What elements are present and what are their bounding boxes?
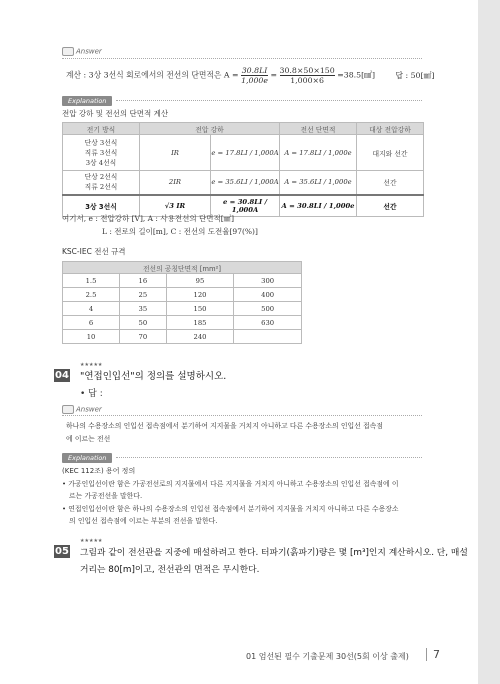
question-number: 05 xyxy=(55,546,69,557)
answer-tag: Answer xyxy=(62,47,102,56)
ksc-cell: 120 xyxy=(166,288,234,302)
header-drop: 전압 강하 xyxy=(140,123,280,135)
table-cell: e = 30.8LI / 1,000A xyxy=(211,195,280,217)
pencil-icon xyxy=(62,47,74,56)
note-line-2: L : 전로의 길이[m], C : 전선의 도전율[97(%)] xyxy=(102,227,258,236)
table-cell: 선간 xyxy=(357,195,424,217)
right-margin-strip xyxy=(478,0,500,684)
table-cell: A = 17.8LI / 1,000e xyxy=(280,135,357,171)
ksc-cell: 630 xyxy=(234,316,302,330)
ksc-title: KSC-IEC 전선 규격 xyxy=(62,247,126,256)
note-line-1: 여기서, e : 전압강하 [V], A : 사용전선의 단면적[㎟] xyxy=(62,214,235,223)
divider xyxy=(116,457,422,458)
calc-result: =38.5[㎟] xyxy=(337,70,375,80)
answer-text-line-1: 하나의 수용장소의 인입선 접속점에서 분기하여 지지물을 거치지 아니하고 다른 수용장소의 인입선 접속점 xyxy=(66,422,383,430)
ksc-cell: 95 xyxy=(166,274,234,288)
question-text-line-2: 거리는 80[m]이고, 전선관의 면적은 무시한다. xyxy=(80,565,260,575)
pencil-icon xyxy=(62,405,74,414)
divider xyxy=(62,415,422,416)
table-cell: 선간 xyxy=(357,171,424,195)
ksc-cell: 6 xyxy=(63,316,120,330)
ksc-cell: 2.5 xyxy=(63,288,120,302)
table-cell: 2IR xyxy=(140,171,211,195)
ksc-cell: 400 xyxy=(234,288,302,302)
fraction-1: $\frac{30.8LI}{1,000e}$ xyxy=(241,66,268,85)
difficulty-stars: ★★★★★ xyxy=(80,362,103,368)
ksc-cell: 16 xyxy=(120,274,167,288)
header-method: 전기 방식 xyxy=(63,123,140,135)
difficulty-stars: ★★★★★ xyxy=(80,538,103,544)
table-cell: 단상 3선식 직류 3선식 3상 4선식 xyxy=(63,135,140,171)
ksc-cell: 185 xyxy=(166,316,234,330)
bullet-2-line-1: • 연접인입선이란 함은 하나의 수용장소의 인입선 접속점에서 분기하여 지지물을 거치지 아니하고 다른 수용장소 xyxy=(62,505,399,513)
bullet-2-line-2: 의 인입선 접속점에 이르는 부분의 전선을 말한다. xyxy=(69,517,218,525)
ksc-cell: 50 xyxy=(120,316,167,330)
divider xyxy=(62,58,422,59)
table-cell: 3상 3선식 xyxy=(63,195,140,217)
ksc-cell: 240 xyxy=(166,330,234,344)
ksc-cell: 4 xyxy=(63,302,120,316)
ksc-header: 전선의 공칭단면적 [mm²] xyxy=(63,262,302,274)
table-cell: √3 IR xyxy=(140,195,211,217)
table-cell: A = 35.6LI / 1,000e xyxy=(280,171,357,195)
answer-prompt: • 답 : xyxy=(80,389,103,399)
table-cell: 대지와 선간 xyxy=(357,135,424,171)
bullet-1-line-1: • 가공인입선이란 함은 가공전선로의 지지물에서 다른 지지물을 거치지 아니하고 수용장소의 인입선 접속점에 이 xyxy=(62,480,399,488)
ksc-cell: 70 xyxy=(120,330,167,344)
header-area: 전선 단면적 xyxy=(280,123,357,135)
ksc-cell: 150 xyxy=(166,302,234,316)
explanation-title: (KEC 112조) 용어 정의 xyxy=(62,467,136,475)
ksc-cell: 500 xyxy=(234,302,302,316)
question-text-line-1: 그림과 같이 전선관을 지중에 매설하려고 한다. 터파기(흙파기)량은 몇 [m³]인지 계산하시오. 단, 매설 xyxy=(80,548,468,558)
page-number: 7 xyxy=(426,648,440,661)
final-answer: 답 : 50[㎟] xyxy=(395,70,435,80)
question-number: 04 xyxy=(55,370,69,381)
bullet-1-line-2: 르는 가공전선을 말한다. xyxy=(69,492,143,500)
table-cell: e = 17.8LI / 1,000A xyxy=(211,135,280,171)
answer-text-line-2: 에 이르는 전선 xyxy=(66,435,111,443)
table-cell: 단상 2선식 직류 2선식 xyxy=(63,171,140,195)
table-cell: e = 35.6LI / 1,000A xyxy=(211,171,280,195)
ksc-cell: 25 xyxy=(120,288,167,302)
ksc-wire-table xyxy=(62,261,302,344)
explanation-tag: Explanation xyxy=(62,453,112,463)
question-text: "연접인입선"의 정의를 설명하시오. xyxy=(80,371,227,382)
calc-line: 계산 : 3상 3선식 회로에서의 전선의 단면적은 A = $\frac{30.8LI}{1,000e}$ = $\frac{30.8\times 50\times 150}{1,000\times 6}$ =38.5[㎟] 답 : 50[㎟] xyxy=(66,66,435,85)
explanation-tag: Explanation xyxy=(62,96,112,106)
footer-chapter: 01 엄선된 필수 기출문제 30선(5회 이상 출제) xyxy=(246,652,409,661)
divider xyxy=(116,100,422,101)
ksc-cell: 35 xyxy=(120,302,167,316)
table-title: 전압 강하 및 전선의 단면적 계산 xyxy=(62,109,169,118)
answer-tag: Answer xyxy=(62,405,102,414)
table-cell: A = 30.8LI / 1,000e xyxy=(280,195,357,217)
fraction-2: $\frac{30.8\times 50\times 150}{1,000\times 6}$ xyxy=(279,66,335,85)
ksc-cell: 10 xyxy=(63,330,120,344)
header-target: 대상 전압강하 xyxy=(357,123,424,135)
calc-prefix: 계산 : 3상 3선식 회로에서의 전선의 단면적은 A = xyxy=(66,70,239,80)
ksc-cell xyxy=(234,330,302,344)
ksc-cell: 300 xyxy=(234,274,302,288)
ksc-cell: 1.5 xyxy=(63,274,120,288)
table-cell: IR xyxy=(140,135,211,171)
voltage-drop-table xyxy=(62,122,424,217)
